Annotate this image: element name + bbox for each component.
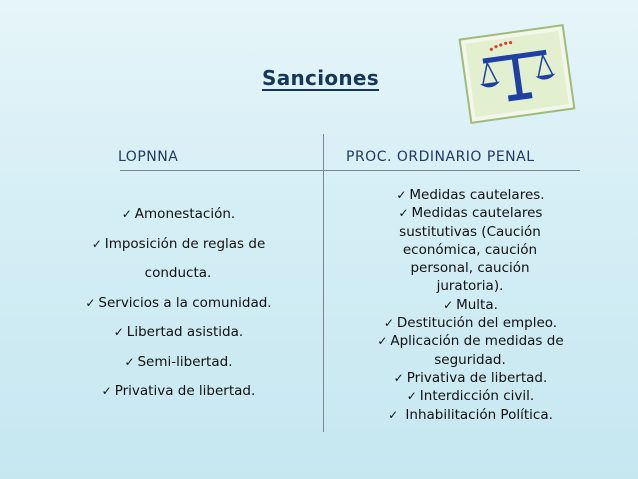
list-item: ✓ Interdicción civil. — [406, 388, 535, 405]
checkmark-icon: ✓ — [388, 407, 399, 422]
list-item: ✓ Aplicación de medidas de — [377, 333, 564, 350]
table-vertical-divider — [323, 134, 324, 432]
checkmark-icon: ✓ — [443, 297, 454, 312]
list-item: ✓ Amonestación. — [76, 200, 280, 230]
list-item: ✓ Multa. — [443, 296, 498, 313]
checkmark-icon: ✓ — [85, 295, 96, 310]
column-header-lopnna: LOPNNA — [118, 149, 179, 165]
list-item: ✓ Imposición de reglas de — [76, 230, 280, 260]
list-item: ✓ Inhabilitación Política. — [388, 406, 553, 423]
table-horizontal-divider — [120, 170, 580, 171]
scales-of-justice-icon — [455, 24, 579, 124]
checkmark-icon: ✓ — [406, 389, 417, 404]
list-item: ✓ Privativa de libertad. — [393, 369, 548, 386]
checkmark-icon: ✓ — [91, 236, 102, 251]
checkmark-icon: ✓ — [396, 188, 407, 202]
list-item: ✓ Medidas cautelares. — [396, 187, 545, 203]
list-item: ✓ Privativa de libertad. — [76, 377, 280, 407]
checkmark-icon: ✓ — [124, 354, 135, 369]
list-item-continuation: conducta. — [144, 265, 212, 281]
lopnna-sanctions-list — [76, 200, 280, 407]
list-item: ✓ Servicios a la comunidad. — [76, 289, 280, 319]
checkmark-icon: ✓ — [377, 334, 388, 349]
checkmark-icon: ✓ — [121, 207, 132, 221]
checkmark-icon: ✓ — [393, 370, 404, 385]
checkmark-icon: ✓ — [398, 206, 409, 221]
checkmark-icon: ✓ — [113, 325, 124, 339]
column-header-proc-ordinario-penal: PROC. ORDINARIO PENAL — [346, 149, 535, 165]
list-item: ✓ Medidas cautelares — [398, 205, 543, 222]
list-item-continuation: económica, caución — [402, 241, 538, 258]
list-item: ✓ Destitución del empleo. — [383, 315, 558, 332]
proc-ordinario-penal-sanctions-list — [352, 186, 588, 424]
list-item: ✓ Semi-libertad. — [76, 348, 280, 378]
list-item-continuation: juratoria). — [436, 278, 504, 295]
list-item-continuation: personal, caución — [410, 260, 530, 277]
list-item: ✓ Libertad asistida. — [76, 318, 280, 348]
list-item-continuation: seguridad. — [434, 351, 506, 368]
list-item-continuation: sustitutivas (Caución — [399, 223, 541, 240]
checkmark-icon: ✓ — [383, 316, 394, 331]
slide-title: Sanciones — [262, 66, 379, 90]
checkmark-icon: ✓ — [101, 384, 112, 398]
